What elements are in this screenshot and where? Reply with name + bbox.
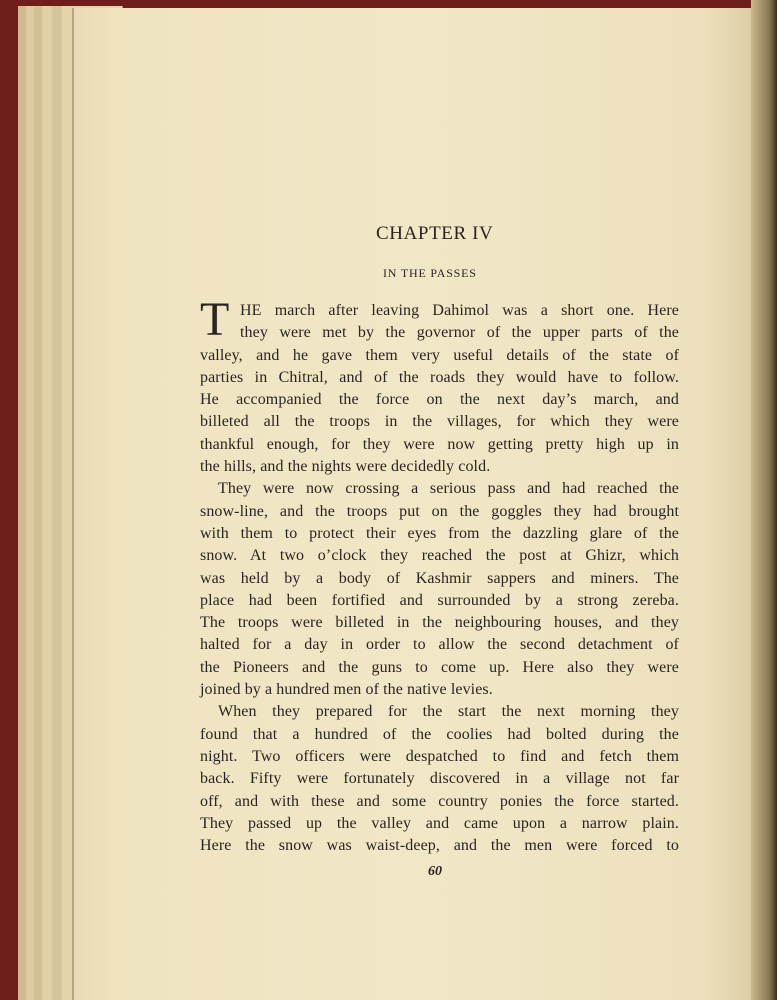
- text-line: place had been fortified and surrounded by a strong zereba.: [200, 591, 679, 609]
- text-line: HE march after leaving Dahimol was a short one. Here: [240, 302, 679, 319]
- text-line: back. Fifty were fortunately discovered in a village not far: [200, 770, 679, 788]
- text-line: The troops were billeted in the neighbouring houses, and they: [200, 614, 679, 632]
- text-line: thankful enough, for they were now getting pretty high up in: [200, 435, 679, 453]
- text-line: joined by a hundred men of the native levies.: [200, 681, 493, 699]
- text-line: snow-line, and the troops put on the goggles they had brought: [200, 502, 679, 520]
- text-line: valley, and he gave them very useful details of the state of: [200, 346, 679, 364]
- body-text: [200, 293, 679, 857]
- text-line: night. Two officers were despatched to find and fetch them: [200, 747, 679, 765]
- text-line: found that a hundred of the coolies had bolted during the: [200, 725, 679, 743]
- text-line: When they prepared for the start the next morning they: [218, 703, 679, 721]
- text-line: the hills, and the nights were decidedly cold.: [200, 458, 491, 476]
- text-line: He accompanied the force on the next day’s march, and: [200, 391, 679, 409]
- drop-cap: T: [200, 293, 230, 346]
- text-line: was held by a body of Kashmir sappers and miners. The: [200, 569, 679, 587]
- text-line: off, and with these and some country ponies the force started.: [200, 792, 679, 810]
- text-line: Here the snow was waist-deep, and the men were forced to: [200, 837, 679, 855]
- text-line: billeted all the troops in the villages, for which they were: [200, 413, 679, 431]
- text-line: the Pioneers and the guns to come up. Here also they were: [200, 658, 679, 676]
- chapter-subtitle: IN THE PASSES: [383, 266, 477, 280]
- text-line: They passed up the valley and came upon a narrow plain.: [200, 814, 679, 832]
- text-line: halted for a day in order to allow the second detachment of: [200, 636, 679, 654]
- page-number: 60: [428, 864, 442, 879]
- text-line: They were now crossing a serious pass and had reached the: [218, 480, 679, 498]
- text-line: with them to protect their eyes from the dazzling glare of the: [200, 524, 679, 542]
- text-line: they were met by the governor of the upper parts of the: [240, 324, 679, 342]
- text-line: parties in Chitral, and of the roads they would have to follow.: [200, 368, 679, 386]
- text-line: snow. At two o’clock they reached the post at Ghizr, which: [200, 547, 679, 565]
- chapter-title: CHAPTER IV: [376, 223, 494, 244]
- book-spine: [751, 0, 777, 1000]
